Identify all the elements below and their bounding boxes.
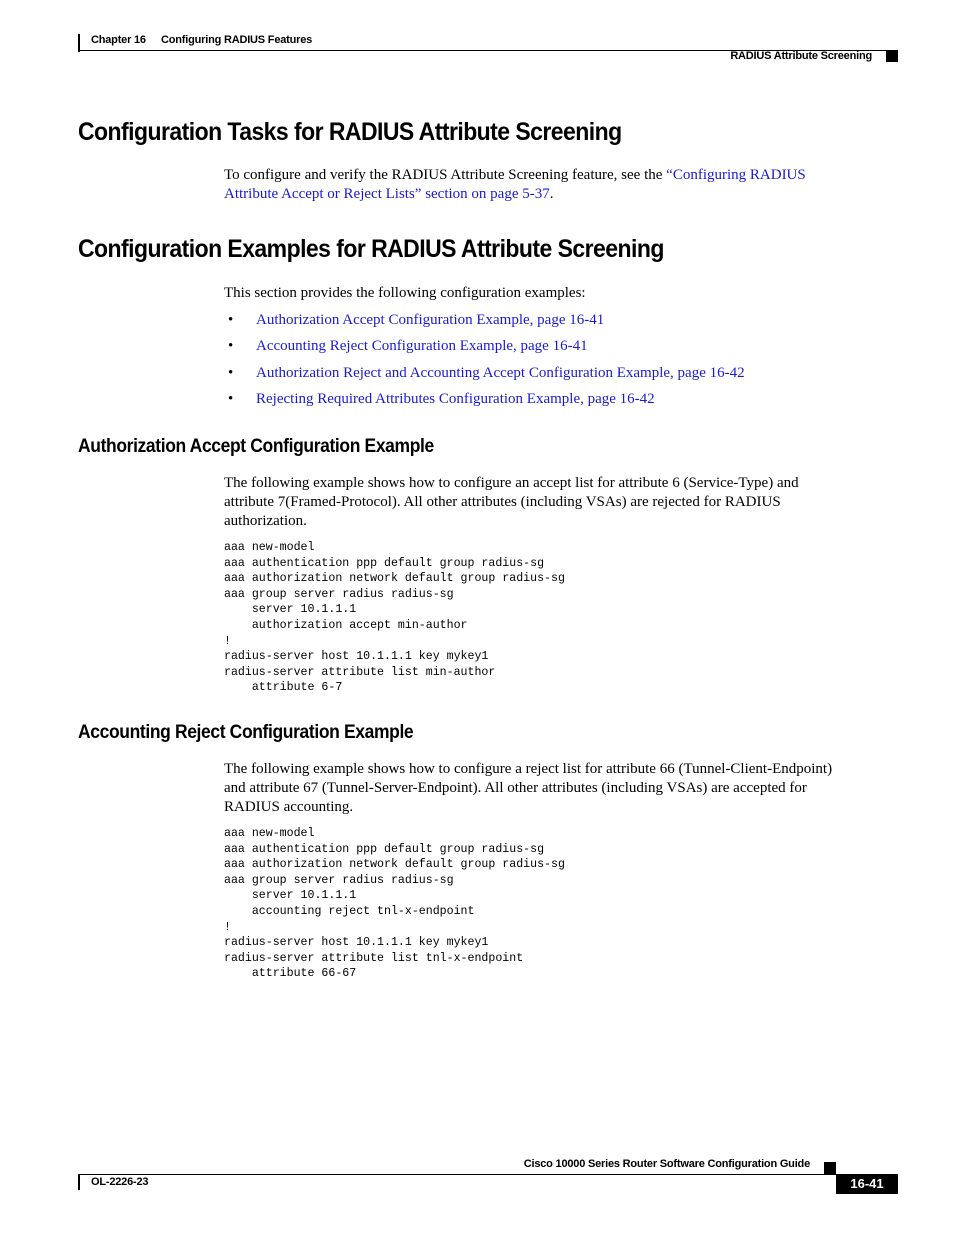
paragraph-line: The following example shows how to configure a reject list for attribute 66 (Tunnel-Client-Endpoint) [224, 761, 833, 777]
paragraph-line: attribute 7(Framed-Protocol). All other attributes (including VSAs) are rejected for RADIUS [224, 494, 781, 510]
example-link-auth-reject-acct-accept[interactable]: Authorization Reject and Accounting Accept Configuration Example, page 16-42 [256, 364, 745, 381]
footer-marker-block [824, 1162, 836, 1174]
auth-accept-code-block [224, 540, 565, 696]
bullet-icon: • [228, 391, 234, 408]
bullet-icon: • [228, 312, 234, 328]
footer-doc-number: OL-2226-23 [91, 1176, 149, 1188]
tasks-paragraph [224, 166, 884, 204]
header-marker-block [886, 50, 898, 62]
tasks-heading: Configuration Tasks for RADIUS Attribute Screening [78, 118, 622, 146]
header-chapter-label: Chapter 16 [91, 34, 146, 46]
code-line: server 10.1.1.1 [224, 603, 357, 617]
acct-reject-paragraph [224, 760, 904, 817]
list-item [228, 364, 868, 390]
auth-accept-paragraph [224, 474, 904, 531]
example-link-auth-accept[interactable]: Authorization Accept Configuration Example, page 16-41 [256, 312, 605, 328]
code-line: ! [224, 634, 231, 648]
tasks-text-after: . [549, 186, 554, 202]
list-item [228, 311, 868, 337]
footer-guide-title: Cisco 10000 Series Router Software Configuration Guide [523, 1158, 810, 1170]
code-line: radius-server attribute list tnl-x-endpoint [224, 951, 524, 965]
code-line: attribute 66-67 [224, 967, 357, 981]
page-number-badge: 16-41 [836, 1174, 898, 1194]
code-line: radius-server attribute list min-author [224, 665, 496, 679]
examples-heading: Configuration Examples for RADIUS Attribute Screening [78, 235, 664, 263]
paragraph-line: RADIUS accounting. [224, 799, 354, 815]
example-link-rejecting-required[interactable]: Rejecting Required Attributes Configuration Example, page 16-42 [256, 391, 655, 408]
tasks-text-before: To configure and verify the RADIUS Attribute Screening feature, see the [224, 167, 667, 183]
example-link-acct-reject[interactable]: Accounting Reject Configuration Example, page 16-41 [256, 338, 588, 355]
code-line: ! [224, 920, 231, 934]
header-section-title: RADIUS Attribute Screening [730, 50, 872, 62]
code-line: accounting reject tnl-x-endpoint [224, 904, 475, 918]
code-line: aaa authorization network default group radius-sg [224, 858, 565, 872]
auth-accept-heading: Authorization Accept Configuration Example [78, 436, 434, 457]
paragraph-line: The following example shows how to configure an accept list for attribute 6 (Service-Type) and [224, 475, 799, 491]
list-item [228, 390, 868, 416]
code-line: aaa authentication ppp default group radius-sg [224, 556, 545, 570]
code-line: attribute 6-7 [224, 681, 343, 695]
code-line: aaa authentication ppp default group radius-sg [224, 842, 545, 856]
footer-left-rule [78, 1174, 80, 1190]
code-line: authorization accept min-author [224, 618, 468, 632]
examples-link-list [228, 311, 868, 417]
footer-rule [78, 1174, 898, 1175]
list-item [228, 337, 868, 363]
bullet-icon: • [228, 364, 234, 381]
examples-intro: This section provides the following configuration examples: [224, 285, 586, 301]
code-line: aaa group server radius radius-sg [224, 587, 454, 601]
header-chapter-title: Configuring RADIUS Features [161, 34, 313, 46]
bullet-icon: • [228, 338, 234, 355]
code-line: radius-server host 10.1.1.1 key mykey1 [224, 936, 489, 950]
paragraph-line: and attribute 67 (Tunnel-Server-Endpoint). All other attributes (including VSAs) are accepted for [224, 780, 807, 796]
code-line: aaa new-model [224, 827, 315, 840]
paragraph-line: authorization. [224, 513, 307, 529]
acct-reject-heading: Accounting Reject Configuration Example [78, 722, 414, 743]
tasks-cross-reference-link[interactable]: “Configuring RADIUS Attribute Accept or Reject Lists” section on page 5-37 [224, 167, 806, 202]
acct-reject-code-block [224, 826, 565, 982]
code-line: radius-server host 10.1.1.1 key mykey1 [224, 650, 489, 664]
code-line: aaa group server radius radius-sg [224, 873, 454, 887]
code-line: server 10.1.1.1 [224, 889, 357, 903]
code-line: aaa authorization network default group radius-sg [224, 572, 565, 586]
code-line: aaa new-model [224, 541, 315, 554]
